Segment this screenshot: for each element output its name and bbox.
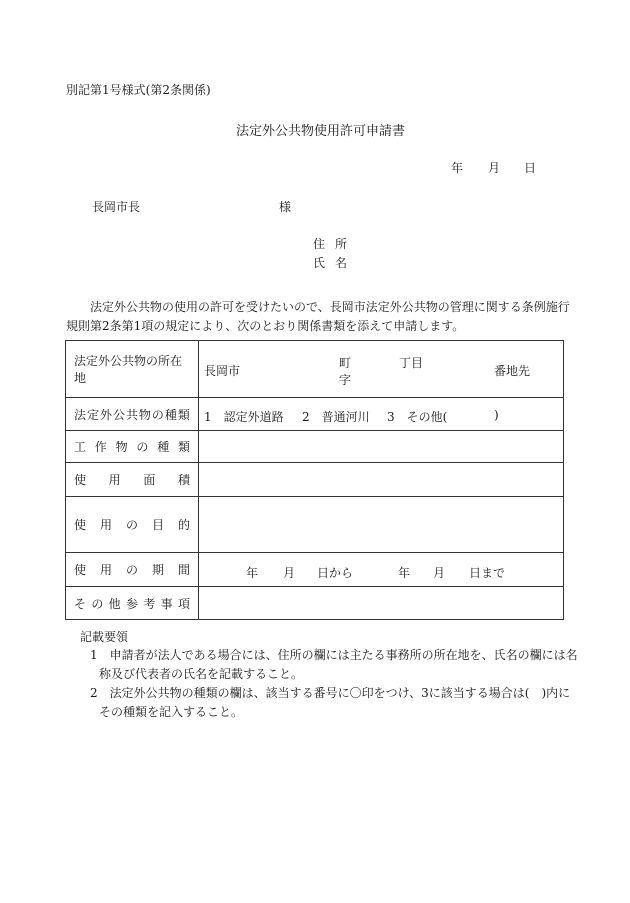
date-year: 年 xyxy=(451,161,464,175)
field-other[interactable] xyxy=(199,587,564,620)
field-area[interactable] xyxy=(199,463,564,497)
form-title: 法定外公共物使用許可申請書 xyxy=(236,124,406,139)
kind-option-1[interactable]: 1 認定外道路 xyxy=(204,409,284,424)
note-1-line-2: 称及び代表者の氏名を記載すること。 xyxy=(99,667,304,681)
location-machi: 町 xyxy=(339,355,352,370)
name-label: 氏 名 xyxy=(313,256,347,270)
field-location[interactable] xyxy=(199,341,564,398)
application-table xyxy=(65,340,564,620)
location-chome: 丁目 xyxy=(399,355,424,370)
period-to-year: 年 xyxy=(398,565,411,580)
row-other xyxy=(66,587,564,620)
row-location xyxy=(66,341,564,398)
row-purpose xyxy=(66,497,564,553)
label-location: 法定外公共物の所在地 xyxy=(66,341,199,398)
location-city: 長岡市 xyxy=(204,363,241,378)
date-day: 日 xyxy=(524,161,537,175)
kind-option-2[interactable]: 2 普通河川 xyxy=(302,409,370,424)
period-from-day: 日から xyxy=(317,565,354,580)
addressee-name: 長岡市長 xyxy=(92,200,141,214)
note-2-line-2: その種類を記入すること。 xyxy=(99,705,244,719)
label-other: そ の 他 参 考 事 項 xyxy=(66,587,199,620)
date-month: 月 xyxy=(488,161,501,175)
field-period[interactable] xyxy=(199,553,564,587)
field-kind[interactable] xyxy=(199,398,564,431)
label-kind: 法 定 外 公 共 物 の 種 類 xyxy=(66,398,199,431)
period-from-year: 年 xyxy=(246,565,259,580)
label-area: 使 用 面 積 xyxy=(66,463,199,497)
label-purpose: 使 用 の 目 的 xyxy=(66,497,199,553)
field-structure[interactable] xyxy=(199,431,564,463)
address-label: 住 所 xyxy=(313,237,347,251)
location-banchi: 番地先 xyxy=(494,363,531,378)
intro-line-1: 法定外公共物の使用の許可を受けたいので、長岡市法定外公共物の管理に関する条例施行 xyxy=(90,300,570,314)
period-to-month: 月 xyxy=(433,565,446,580)
note-2-line-1: 2 法定外公共物の種類の欄は、該当する番号に〇印をつけ、3に該当する場合は( )内に xyxy=(90,686,571,700)
period-to-day: 日まで xyxy=(469,565,506,580)
form-number: 別記第1号様式(第2条関係) xyxy=(66,83,211,97)
row-area xyxy=(66,463,564,497)
row-structure xyxy=(66,431,564,463)
notes-heading: 記載要領 xyxy=(80,630,129,644)
field-purpose[interactable] xyxy=(199,497,564,553)
row-kind xyxy=(66,398,564,431)
row-period xyxy=(66,553,564,587)
location-aza: 字 xyxy=(339,372,352,387)
label-period: 使 用 の 期 間 xyxy=(66,553,199,587)
kind-option-3[interactable]: 3 その他( xyxy=(387,409,448,424)
addressee-honorific: 様 xyxy=(279,200,292,214)
period-from-month: 月 xyxy=(283,565,296,580)
intro-line-2: 規則第2条第1項の規定により、次のとおり関係書類を添えて申請します。 xyxy=(66,319,465,333)
kind-option-3-close: ) xyxy=(494,407,499,422)
label-structure: 工 作 物 の 種 類 xyxy=(66,431,199,463)
note-1-line-1: 1 申請者が法人である場合には、住所の欄には主たる事務所の所在地を、氏名の欄には名 xyxy=(90,648,578,662)
